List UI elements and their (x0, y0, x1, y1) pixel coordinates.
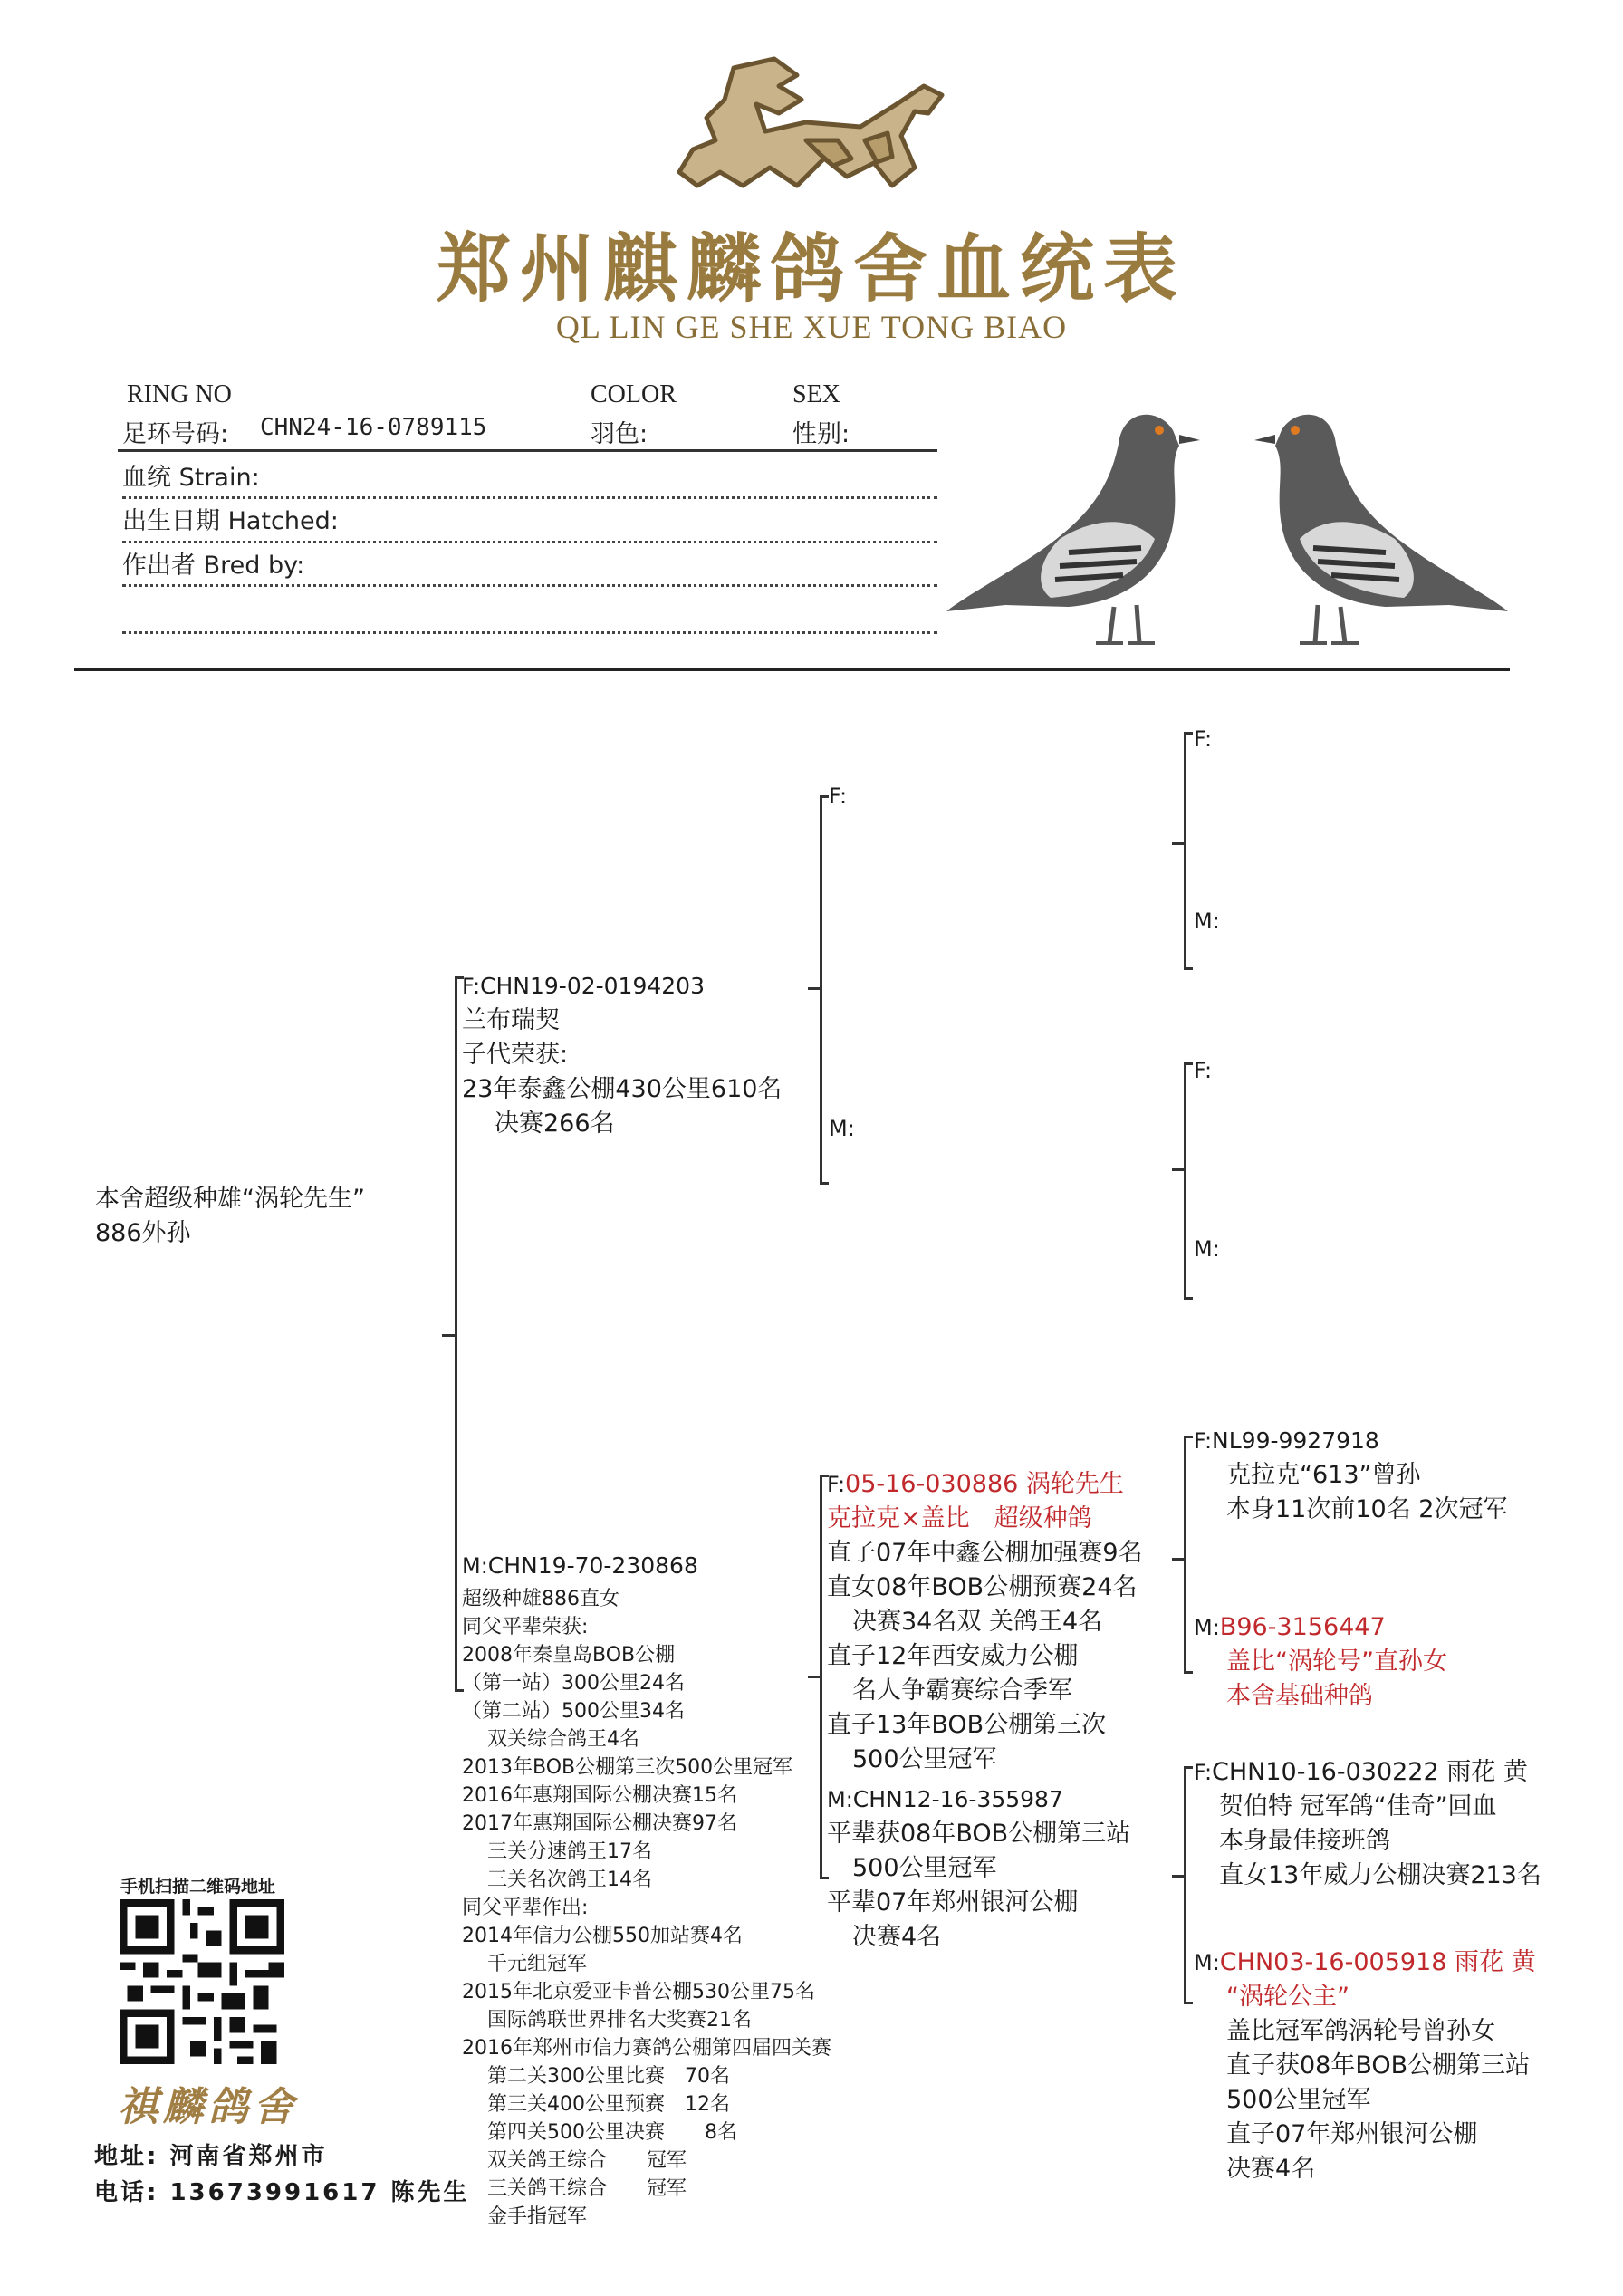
dam-fm-red-line: 盖比“涡轮号”直孙女 (1226, 1648, 1447, 1676)
sire-fm-tag: M: (1194, 908, 1220, 934)
gen3-d-tick-top (1184, 1766, 1193, 1769)
dam-dam-tag: M: (827, 1787, 853, 1812)
dam-sire-red-line: 克拉克×盖比 超级种鸽 (827, 1504, 1092, 1532)
dam-line: 三关名次鸽王14名 (487, 1869, 652, 1891)
dam-line: 第四关500公里决赛 8名 (487, 2121, 737, 2144)
sire-ff-tag: F: (1194, 726, 1213, 752)
dam-line: 同父平辈荣获: (462, 1616, 589, 1638)
qr-caption: 手机扫描二维码地址 (120, 1877, 276, 1897)
page-title: 郑州麒麟鸽舍血统表 (436, 226, 1186, 312)
header-divider (74, 668, 1510, 671)
sire-ring: CHN19-02-0194203 (480, 973, 705, 999)
dam-mm-tag: M: (1194, 1950, 1220, 1975)
dam-mm-line: 500公里冠军 (1226, 2086, 1371, 2114)
dam-fm-red-line: B96-3156447 (1219, 1613, 1386, 1641)
sire-tag: F: (462, 974, 481, 999)
gen2-sire-bracket (820, 795, 822, 1185)
dam-ff-ring: NL99-9927918 (1212, 1427, 1379, 1454)
dam-ff-tag: F: (1194, 1428, 1213, 1454)
gen3-a-bracket (1184, 732, 1186, 969)
dam-sire-line: 名人争霸赛综合季军 (852, 1676, 1072, 1705)
ring-label: 足环号码: (122, 420, 229, 448)
dam-line: 国际鸽联世界排名大奖赛21名 (487, 2009, 752, 2032)
dam-mf-line: 直女13年威力公棚决赛213名 (1219, 1861, 1541, 1889)
dam-line: 第二关300公里比赛 70名 (487, 2065, 730, 2088)
dam-line: 千元组冠军 (487, 1953, 588, 1975)
dam-fm-info (1194, 1610, 1447, 1714)
dam-mm-line: 直子获08年BOB公棚第三站 (1226, 2051, 1531, 2080)
dam-sire-red-line: 05-16-030886 涡轮先生 (845, 1470, 1124, 1498)
gen2-sire-tick-bottom (820, 1182, 829, 1185)
pigeon-right-icon (1223, 380, 1513, 652)
dam-line: 2017年惠翔国际公棚决赛97名 (462, 1812, 737, 1835)
dam-line: 2008年秦皇岛BOB公棚 (462, 1644, 676, 1667)
footer-phone: 电话: 13673991617 陈先生 (94, 2179, 470, 2206)
dam-dam-line: 500公里冠军 (852, 1854, 997, 1882)
sire-line: 23年泰鑫公棚430公里610名 (462, 1075, 783, 1103)
dam-mf-line: 本身最佳接班鸽 (1219, 1827, 1390, 1855)
dam-info (462, 1549, 831, 2231)
dam-fm-tag: M: (1194, 1615, 1220, 1640)
dam-ring: CHN19-70-230868 (487, 1552, 698, 1579)
dam-sire-line: 直子12年西安威力公棚 (827, 1642, 1079, 1670)
sex-label: 性别: (792, 420, 850, 448)
dam-ff-line: 克拉克“613”曾孙 (1226, 1461, 1421, 1489)
dam-line: 2014年信力公棚550加站赛4名 (462, 1925, 743, 1947)
dam-sire-line: 决赛34名双 关鸽王4名 (852, 1608, 1103, 1636)
ring-underline (118, 449, 937, 452)
color-label: 羽色: (591, 420, 648, 448)
gen3-b-tick-top (1184, 1062, 1193, 1065)
dam-line: 2016年郑州市信力赛鸽公棚第四届四关赛 (462, 2037, 831, 2060)
footer-address: 地址: 河南省郑州市 (94, 2143, 328, 2170)
sire-line: 兰布瑞契 (462, 1006, 560, 1034)
gen3-a-tick-bottom (1184, 967, 1193, 970)
dam-line: （第一站）300公里24名 (462, 1672, 685, 1695)
strain-label: 血统 Strain: (122, 464, 260, 492)
sire-line: 子代荣获: (462, 1041, 569, 1069)
gen3-d-bracket (1184, 1766, 1186, 2003)
dam-line: 双关综合鸽王4名 (487, 1728, 639, 1751)
strain-dots (122, 496, 937, 499)
dam-sire-line: 直子13年BOB公棚第三次 (827, 1711, 1107, 1739)
subject-info (95, 1182, 365, 1251)
dam-dam-line: 平辈获08年BOB公棚第三站 (827, 1820, 1131, 1848)
dam-line: 2015年北京爱亚卡普公棚530公里75名 (462, 1981, 815, 2003)
dam-mf-ring: CHN10-16-030222 雨花 黄 (1212, 1758, 1528, 1786)
page-subtitle: QL LIN GE SHE XUE TONG BIAO (555, 309, 1068, 345)
dam-line: 同父平辈作出: (462, 1897, 589, 1919)
dam-mf-line: 贺伯特 冠军鸽“佳奇”回血 (1219, 1792, 1497, 1820)
dam-sire-line: 500公里冠军 (852, 1745, 997, 1773)
sire-info (462, 969, 782, 1141)
sex-label-en: SEX (792, 380, 840, 408)
gen3-c-tick-top (1184, 1436, 1193, 1438)
gen3-d-tick-bottom (1184, 2002, 1193, 2004)
dam-tag: M: (462, 1553, 488, 1579)
dam-line: 第三关400公里预赛 12名 (487, 2093, 730, 2116)
sire-line: 决赛266名 (495, 1110, 615, 1138)
sire-m-tag: M: (829, 1116, 855, 1141)
dam-ff-info (1194, 1424, 1507, 1527)
dam-dam-line: 决赛4名 (852, 1923, 942, 1951)
subject-line-1: 本舍超级种雄“涡轮先生” (95, 1185, 365, 1213)
bred-label: 作出者 Bred by: (122, 552, 305, 580)
pigeon-left-icon (942, 380, 1232, 652)
dam-sire-tag: F: (827, 1472, 846, 1497)
gen3-b-connector (1172, 1168, 1185, 1171)
dam-line: 双关鸽王综合 冠军 (487, 2149, 687, 2172)
dam-line: （第二站）500公里34名 (462, 1700, 685, 1723)
dam-mm-info (1194, 1945, 1536, 2186)
dam-mm-line: 直子07年郑州银河公棚 (1226, 2120, 1478, 2148)
gen3-c-connector (1172, 1558, 1185, 1561)
footer-brand: 祺麟鸽舍 (118, 2084, 299, 2130)
dam-mm-red-line: “涡轮公主” (1226, 1983, 1349, 2011)
sire-f-tag: F: (829, 783, 848, 809)
gen1-bracket (455, 976, 457, 1692)
dam-ff-line: 本身11次前10名 2次冠军 (1226, 1495, 1508, 1523)
dam-line: 2013年BOB公棚第三次500公里冠军 (462, 1756, 793, 1779)
gen3-c-bracket (1184, 1436, 1186, 1673)
dam-line: 三关鸽王综合 冠军 (487, 2177, 687, 2200)
bred-dots (122, 584, 937, 587)
dam-mf-tag: F: (1194, 1760, 1213, 1785)
gen3-d-connector (1172, 1875, 1185, 1878)
gen3-b-bracket (1184, 1062, 1186, 1300)
gen3-b-tick-bottom (1184, 1297, 1193, 1300)
extra-dots (122, 631, 937, 634)
qr-code-icon[interactable] (120, 1899, 284, 2064)
hatched-label: 出生日期 Hatched: (122, 507, 339, 535)
ring-value: CHN24-16-0789115 (260, 414, 487, 441)
dam-mf-info (1194, 1755, 1541, 1893)
sire-mf-tag: F: (1194, 1058, 1213, 1083)
dam-line: 三关分速鸽王17名 (487, 1840, 652, 1863)
gen2-sire-tick-top (820, 795, 829, 798)
dam-mm-red-line: CHN03-16-005918 雨花 黄 (1219, 1948, 1536, 1976)
gen3-a-connector (1172, 842, 1185, 845)
dam-sire-info (827, 1467, 1143, 1777)
gen3-c-tick-bottom (1184, 1671, 1193, 1674)
dam-line: 2016年惠翔国际公棚决赛15名 (462, 1784, 737, 1807)
dam-mm-line: 盖比冠军鸽涡轮号曾孙女 (1226, 2017, 1495, 2045)
color-label-en: COLOR (591, 380, 677, 408)
dam-sire-line: 直女08年BOB公棚预赛24名 (827, 1573, 1138, 1601)
ring-label-en: RING NO (127, 380, 232, 408)
hatched-dots (122, 541, 937, 543)
dam-fm-red-line: 本舍基础种鸽 (1226, 1682, 1373, 1710)
subject-line-2: 886外孙 (95, 1219, 191, 1247)
dam-line: 超级种雄886直女 (462, 1588, 619, 1610)
sire-mm-tag: M: (1194, 1236, 1220, 1262)
dam-dam-ring: CHN12-16-355987 (852, 1786, 1063, 1812)
dam-dam-info (827, 1782, 1130, 1955)
dam-sire-line: 直子07年中鑫公棚加强赛9名 (827, 1539, 1143, 1567)
dam-line: 金手指冠军 (487, 2205, 588, 2228)
dragon-logo-icon (670, 50, 951, 199)
gen2-sire-connector (808, 987, 821, 990)
dam-dam-line: 平辈07年郑州银河公棚 (827, 1888, 1079, 1917)
gen3-a-tick-top (1184, 732, 1193, 735)
dam-mm-line: 决赛4名 (1226, 2155, 1316, 2183)
